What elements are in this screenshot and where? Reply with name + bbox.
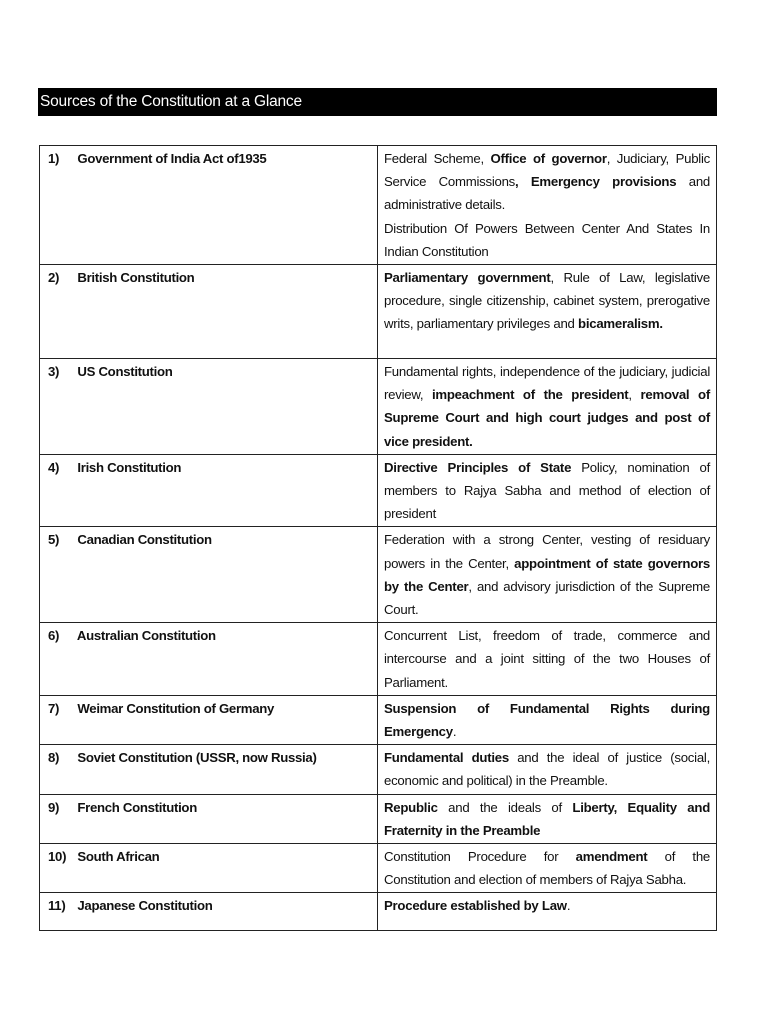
source-cell (40, 146, 378, 265)
description-text: Fundamental rights, independence of the judiciary, judicial review, (384, 364, 710, 403)
description-paragraph (384, 456, 710, 526)
source-cell (40, 527, 378, 623)
description-paragraph (384, 266, 710, 336)
table-row (40, 695, 717, 744)
description-text: . (566, 898, 571, 914)
description-cell (378, 893, 717, 931)
description-paragraph (384, 845, 710, 891)
row-number: 1) (48, 151, 60, 166)
description-text: . (452, 724, 457, 740)
description-cell (378, 623, 717, 696)
source-name: Japanese Constitution (77, 898, 213, 914)
description-bold-text: removal of Supreme Court and high court judges and post of vice president. (384, 387, 710, 449)
description-bold-text: Office of governor (490, 151, 607, 166)
page-title: Sources of the Constitution at a Glance (38, 88, 717, 116)
source-name: Irish Constitution (77, 459, 182, 475)
table-row (40, 623, 717, 696)
description-paragraph (384, 796, 710, 842)
description-text: Federation with a strong Center, vesting of residuary powers in the Center, (384, 532, 710, 571)
description-cell (378, 844, 717, 893)
description-cell (378, 265, 717, 359)
description-paragraph (384, 528, 710, 621)
description-text: and the ideals of (437, 799, 573, 815)
source-name: Government of India Act of1935 (77, 151, 267, 166)
description-paragraph (384, 624, 710, 694)
description-text: , Judiciary, Public Service Commissions (384, 151, 710, 190)
description-text: Constitution Procedure for (384, 849, 576, 865)
table-row (40, 265, 717, 359)
description-paragraph (384, 894, 710, 917)
sources-table-body (40, 146, 717, 931)
table-row (40, 893, 717, 931)
table-row (40, 359, 717, 455)
description-cell (378, 745, 717, 794)
description-bold-text: Liberty, Equality and Fraternity in the Preamble (384, 799, 710, 838)
description-paragraph (384, 217, 710, 263)
source-cell (40, 695, 378, 744)
description-text: , (628, 387, 641, 403)
description-cell (378, 527, 717, 623)
description-text: , Rule of Law, legislative procedure, single citizenship, cabinet system, prerogative writs, parliamentary privileges and (384, 270, 710, 332)
description-bold-text: Directive Principles of State (384, 459, 572, 475)
table-row (40, 527, 717, 623)
table-row (40, 794, 717, 843)
description-bold-text: Procedure established by Law (384, 898, 567, 914)
table-row (40, 745, 717, 794)
sources-table (39, 145, 717, 931)
row-number: 10) (48, 849, 67, 865)
description-text: Policy, nomination of members to Rajya Sabha and method of election of president (384, 459, 710, 522)
source-name: US Constitution (77, 364, 173, 380)
row-number: 3) (48, 364, 60, 380)
row-number: 7) (48, 700, 60, 716)
description-text: Concurrent List, freedom of trade, commerce and intercourse and a joint sitting of the two Houses of Parliament. (384, 628, 710, 690)
description-text: Distribution Of Powers Between Center And States In Indian Constitution (384, 220, 710, 259)
description-paragraph (384, 697, 710, 743)
description-cell (378, 794, 717, 843)
description-cell (378, 359, 717, 455)
source-name: Australian Constitution (76, 628, 216, 644)
source-cell (40, 623, 378, 696)
row-number: 11) (48, 898, 66, 914)
description-bold-text: appointment of state governors by the Center (384, 555, 710, 594)
description-bold-text: Fundamental duties (384, 750, 509, 766)
source-cell (40, 265, 378, 359)
description-bold-text: Suspension of Fundamental Rights during Emergency (384, 700, 710, 740)
source-name: Canadian Constitution (77, 532, 212, 548)
description-bold-text: , Emergency provisions (515, 174, 677, 190)
table-row (40, 454, 717, 527)
description-bold-text: impeachment of the president (431, 387, 629, 403)
description-paragraph (384, 360, 710, 453)
source-name: Weimar Constitution of Germany (77, 700, 275, 716)
row-number: 2) (48, 270, 60, 286)
source-name: British Constitution (77, 270, 195, 286)
description-bold-text: Parliamentary government (384, 270, 551, 286)
description-paragraph (384, 147, 710, 217)
description-cell (378, 695, 717, 744)
source-cell (40, 794, 378, 843)
description-cell (378, 146, 717, 265)
row-number: 5) (48, 532, 60, 548)
source-name: Soviet Constitution (USSR, now Russia) (77, 750, 317, 766)
description-bold-text: bicameralism. (578, 316, 663, 332)
row-number: 4) (48, 459, 60, 475)
row-number: 6) (48, 628, 60, 644)
description-text: and administrative details. (384, 174, 710, 213)
source-cell (40, 359, 378, 455)
description-text: of the Constitution and election of members of Rajya Sabha. (384, 849, 710, 888)
description-text: and the ideal of justice (social, economic and political) in the Preamble. (384, 750, 710, 789)
source-cell (40, 454, 378, 527)
source-cell (40, 745, 378, 794)
description-bold-text: amendment (575, 849, 648, 865)
description-cell (378, 454, 717, 527)
row-number: 8) (48, 750, 60, 766)
source-name: South African (77, 849, 160, 865)
description-text: , and advisory jurisdiction of the Supreme Court. (384, 578, 710, 618)
source-cell (40, 893, 378, 931)
description-text: Federal Scheme, (384, 151, 491, 166)
description-bold-text: Republic (384, 799, 438, 815)
table-row (40, 844, 717, 893)
table-row (40, 146, 717, 265)
row-number: 9) (48, 799, 60, 815)
description-paragraph (384, 746, 710, 792)
source-cell (40, 844, 378, 893)
source-name: French Constitution (77, 799, 197, 815)
